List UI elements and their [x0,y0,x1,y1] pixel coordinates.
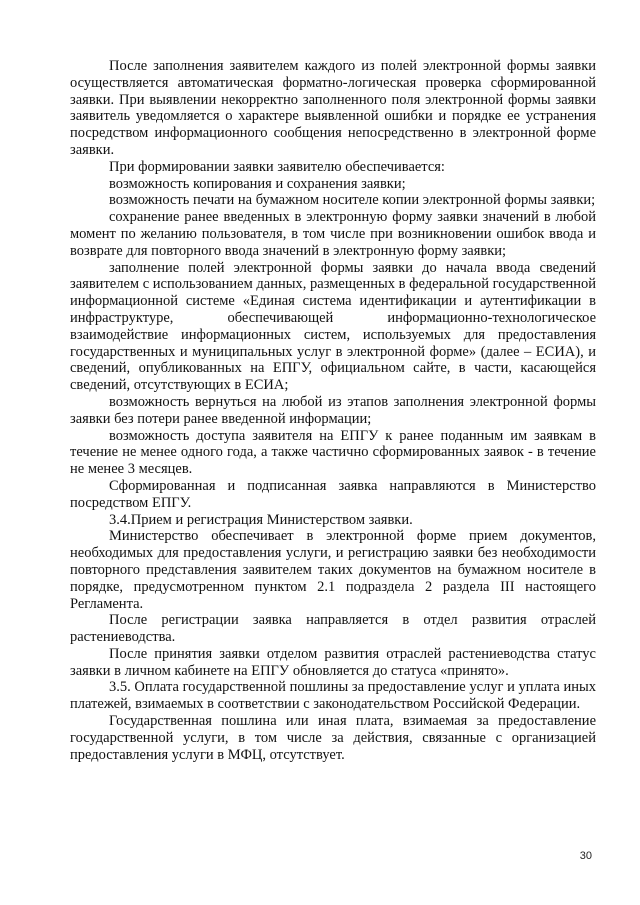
section-heading: 3.4.Прием и регистрация Министерством заявки. [109,511,413,528]
paragraph: Министерство обеспечивает в электронной форме прием документов, необходимых для предоставления услуги, и регистрацию заявки без необходимости повторного представления заявителем таких документов на бумажном носителе в порядке, предусмотренном пунктом 2.1 подраздела 2 раздела III настоящего Регламента. [70,528,596,612]
list-item: возможность копирования и сохранения заявки; [109,175,406,192]
paragraph: Сформированная и подписанная заявка направляются в Министерство посредством ЕПГУ. [70,477,596,511]
paragraph: После регистрации заявка направляется в отдел развития отраслей растениеводства. [70,612,596,646]
document-page [70,58,596,763]
list-item: возможность вернуться на любой из этапов заполнения электронной формы заявки без потери ранее введенной информации; [70,393,596,427]
paragraph: После принятия заявки отделом развития отраслей растениеводства статус заявки в личном кабинете на ЕПГУ обновляется до статуса «принято». [70,645,596,679]
list-item: сохранение ранее введенных в электронную форму заявки значений в любой момент по желанию пользователя, в том числе при возникновении ошибок ввода и возврате для повторного ввода значений в электронную форму заявки; [70,209,596,259]
page-number: 30 [579,850,592,862]
list-item: возможность печати на бумажном носителе копии электронной формы заявки; [109,192,596,209]
paragraph: После заполнения заявителем каждого из полей электронной формы заявки осуществляется автоматическая форматно-логическая проверка сформированной заявки. При выявлении некорректно заполненного поля электронной формы заявки заявитель уведомляется о характере выявленной ошибки и порядке ее устранения посредством информационного сообщения непосредственно в электронной форме заявки. [70,58,596,158]
list-item: возможность доступа заявителя на ЕПГУ к ранее поданным им заявкам в течение не менее одного года, а также частично сформированных заявок - в течение не менее 3 месяцев. [70,427,596,478]
paragraph: Государственная пошлина или иная плата, взимаемая за предоставление государственной услуги, в том числе за действия, связанные с организацией предоставления услуги в МФЦ, отсутствует. [70,713,596,763]
paragraph: При формировании заявки заявителю обеспечивается: [109,158,445,175]
section-heading: 3.5. Оплата государственной пошлины за предоставление услуг и уплата иных платежей, взимаемых в соответствии с законодательством Российской Федерации. [70,679,596,713]
list-item: заполнение полей электронной формы заявки до начала ввода сведений заявителем с использованием данных, размещенных в федеральной государственной информационной системе «Единая система идентификации и аутентификации в инфраструктуре, обеспечивающей информационно-технологическое взаимодействие информационных систем, используемых для предоставления государственных и муниципальных услуг в электронной форме» (далее – ЕСИА), и сведений, опубликованных на ЕПГУ, официальном сайте, в части, касающейся сведений, отсутствующих в ЕСИА; [70,259,596,394]
